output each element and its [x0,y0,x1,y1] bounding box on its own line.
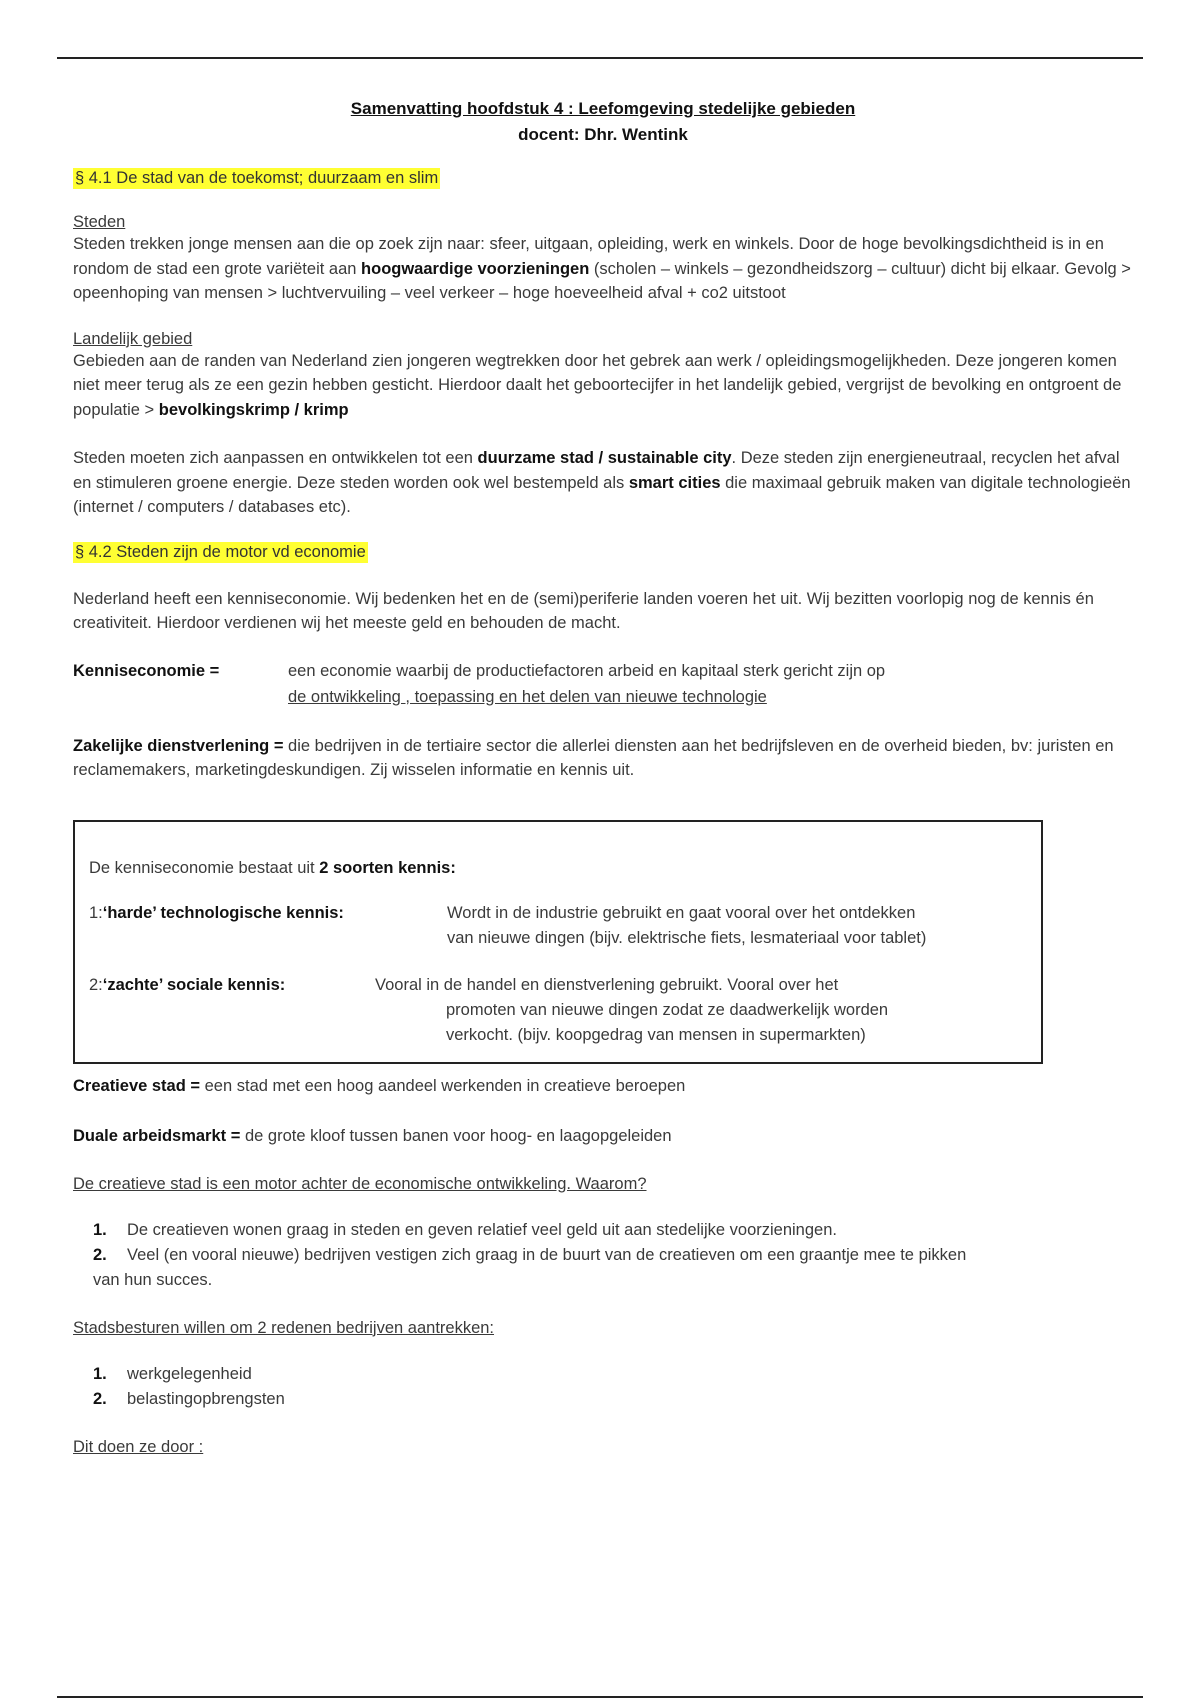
harde-kennis-line2: van nieuwe dingen (bijv. elektrische fiets, lesmateriaal voor tablet) [447,928,927,947]
kenniseconomie-line2: de ontwikkeling , toepassing en het delen van nieuwe technologie [288,687,767,706]
steden-subheading: Steden [73,213,126,231]
box-intro-text: De kenniseconomie bestaat uit [89,858,320,877]
creatieve-text: een stad met een hoog aandeel werkenden in creatieve beroepen [200,1076,686,1095]
kennis-box [73,820,1043,1064]
kenniseconomie-line1: een economie waarbij de productiefactoren arbeid en kapitaal sterk gericht zijn op [288,661,886,680]
top-rule [57,57,1143,59]
duurzaam-text-c: die maximaal gebruik maken van digitale technologieën (internet / computers / databases etc). [73,473,1131,516]
kenniseconomie-term: Kenniseconomie = [73,661,220,680]
list-item-number: 1. [93,1364,107,1383]
section-4-2-heading [73,542,1133,563]
zachte-kennis-term: ‘zachte’ sociale kennis: [102,975,286,994]
landelijk-paragraph [73,349,1133,423]
duale-block [73,1124,1133,1149]
highlight-heading-4-2: § 4.2 Steden zijn de motor vd economie [75,542,366,561]
list-item-number: 2. [93,1389,107,1408]
duale-text: de grote kloof tussen banen voor hoog- en laagopgeleiden [240,1127,672,1145]
teacher-line: docent: Dhr. Wentink [518,125,688,144]
zakelijk-text: die bedrijven in de tertiaire sector die allerlei diensten aan het bedrijfsleven en de overheid bieden, bv: juristen en reclamemakers, marketingdeskundigen. Zij wisselen informatie en kennis uit. [73,736,1114,779]
harde-kennis-text [447,901,1027,951]
list-item [73,1362,1133,1387]
duale-term: Duale arbeidsmarkt = [73,1127,241,1145]
box-intro-bold: 2 soorten kennis: [319,858,456,877]
zachte-kennis-num: 2: [89,975,103,994]
duurzaam-text-b: . Deze steden zijn energieneutraal, recyclen het afval en stimuleren groene energie. Deze steden worden ook wel bestempeld als [73,449,1120,492]
creatieve-term: Creatieve stad = [73,1076,201,1095]
intro-block [73,587,1133,636]
landelijk-subheading: Landelijk gebied [73,329,193,348]
document-page [73,96,1133,1457]
harde-kennis-row [89,901,1027,951]
duurzaam-paragraph [73,446,1133,520]
creatieve-paragraph [73,1074,1133,1099]
list-item [73,1387,1133,1412]
page-title: Samenvatting hoofdstuk 4 : Leefomgeving stedelijke gebieden [350,99,856,118]
redenen-list [73,1362,1133,1412]
list-item [73,1243,1133,1293]
title-block [73,96,1133,148]
harde-kennis-label [89,901,344,926]
duurzaam-block [73,446,1133,520]
steden-text-b: (scholen – winkels – gezondheidszorg – cultuur) dicht bij elkaar. Gevolg > opeenhoping van mensen > luchtvervuiling – veel verkeer – hoge hoeveelheid afval + co2 uitstoot [73,259,1131,302]
motor-question-block [73,1175,1133,1194]
steden-paragraph [73,232,1133,306]
list-item-text: werkgelegenheid [127,1364,252,1383]
intro-paragraph: Nederland heeft een kenniseconomie. Wij bedenken het en de (semi)periferie landen voeren het uit. Wij bezitten voorlopig nog de kennis én creativiteit. Hierdoor verdienen wij het meeste geld en behouden de macht. [73,589,1094,632]
kenniseconomie-description [288,658,885,710]
zachte-kennis-row [89,973,1027,1048]
landelijk-text-a: Gebieden aan de randen van Nederland zien jongeren wegtrekken door het gebrek aan werk / opleidingsmogelijkheden. Deze jongeren komen niet meer terug als ze een gezin hebben gesticht. Hierdoor daalt het geboortecijfer in het landelijk gebied, vergrijst de bevolking en ontgroent de populatie > [73,351,1122,419]
list-item-text: belastingopbrengsten [127,1389,285,1408]
zachte-kennis-line1: Vooral in de handel en dienstverlening gebruikt. Vooral over het [375,975,839,994]
harde-kennis-term: ‘harde’ technologische kennis: [102,903,344,922]
zachte-kennis-label [89,973,285,998]
duurzaam-bold-b: smart cities [628,473,721,492]
zachte-kennis-line2: promoten van nieuwe dingen zodat ze daadwerkelijk worden [446,1000,889,1019]
zakelijk-term: Zakelijke dienstverlening = [73,736,284,755]
bottom-rule [57,1696,1143,1698]
list-item-text: Veel (en vooral nieuwe) bedrijven vestigen zich graag in de buurt van de creatieven om een graantje mee te pikken [127,1245,967,1264]
steden-bold-term: hoogwaardige voorzieningen [361,259,590,278]
motor-list [73,1218,1133,1293]
doen-heading: Dit doen ze door : [73,1437,204,1456]
doen-block [73,1438,1133,1457]
list-item [73,1218,1133,1243]
kenniseconomie-definition [73,658,1133,710]
highlight-heading-4-1: § 4.1 De stad van de toekomst; duurzaam en slim [75,169,439,187]
duurzaam-text-a: Steden moeten zich aanpassen en ontwikkelen tot een [73,449,478,467]
landelijk-bold-term: bevolkingskrimp / krimp [158,400,349,419]
zakelijk-paragraph [73,734,1133,783]
list-item-number: 1. [93,1220,107,1239]
list-item-text: De creatieven wonen graag in steden en geven relatief veel geld uit aan stedelijke voorzieningen. [127,1220,837,1239]
zachte-kennis-line3: verkocht. (bijv. koopgedrag van mensen in supermarkten) [446,1025,866,1044]
steden-block [73,213,1133,306]
duurzaam-bold-a: duurzame stad / sustainable city [477,449,732,467]
list-item-continuation: van hun succes. [93,1270,213,1289]
list-item-number: 2. [93,1245,107,1264]
motor-question: De creatieve stad is een motor achter de economische ontwikkeling. Waarom? [73,1174,647,1193]
redenen-question-block [73,1319,1133,1338]
box-intro [89,856,1027,881]
landelijk-block [73,330,1133,423]
section-4-1-heading [73,168,1133,189]
harde-kennis-line1: Wordt in de industrie gebruikt en gaat vooral over het ontdekken [447,903,916,922]
harde-kennis-num: 1: [89,903,103,922]
redenen-question: Stadsbesturen willen om 2 redenen bedrijven aantrekken: [73,1318,495,1337]
duale-paragraph [73,1124,1133,1149]
steden-text-a: Steden trekken jonge mensen aan die op zoek zijn naar: sfeer, uitgaan, opleiding, werk en winkels. Door de hoge bevolkingsdichtheid is in en rondom de stad een grote variëteit aan [73,235,1104,278]
creatieve-block [73,1074,1133,1099]
zakelijk-block [73,734,1133,783]
zachte-kennis-text [375,973,1027,1048]
